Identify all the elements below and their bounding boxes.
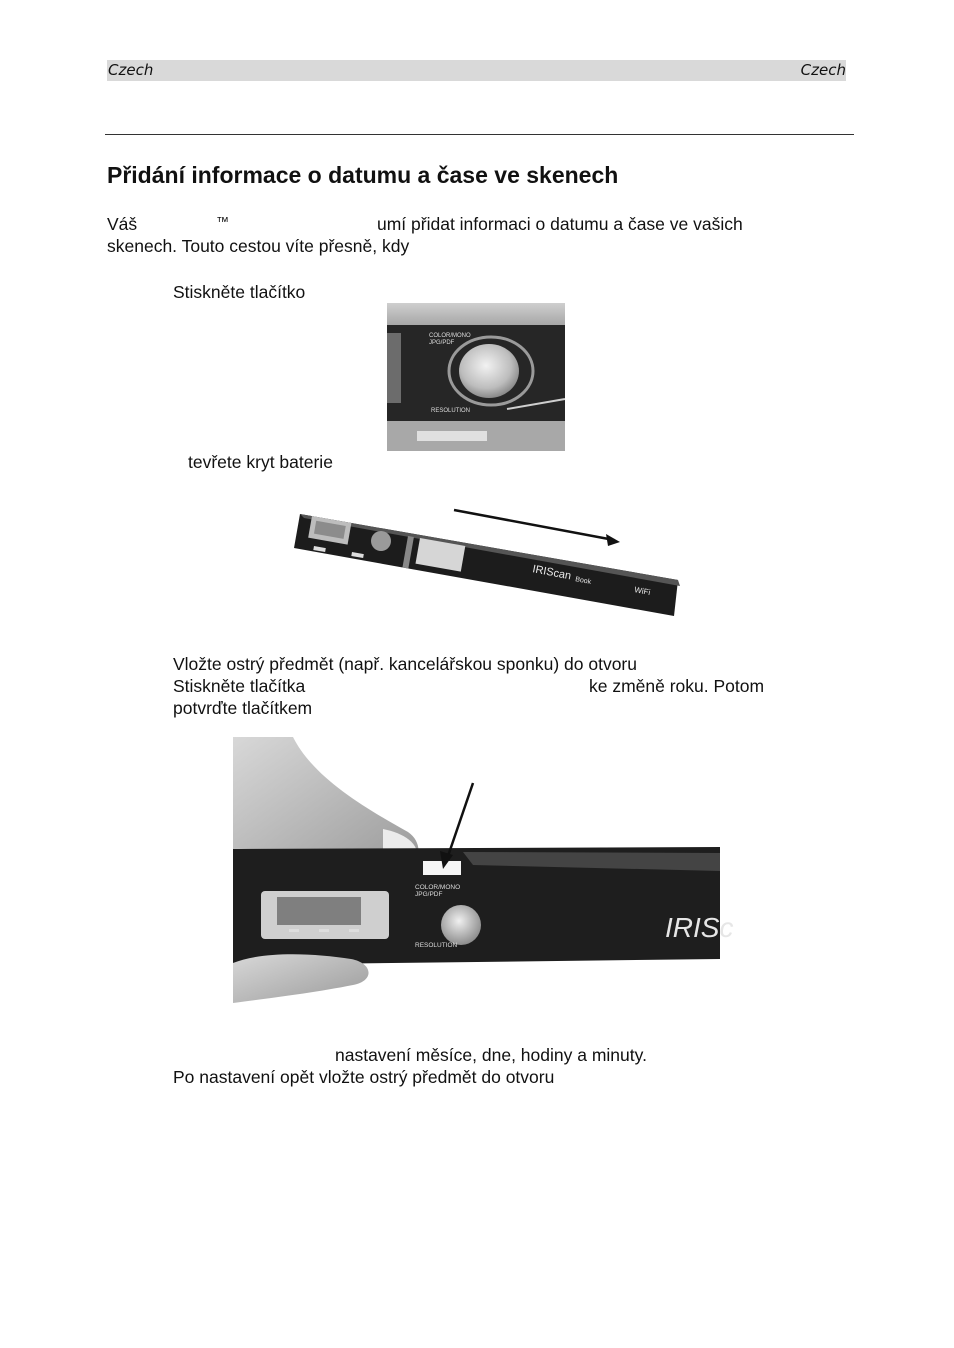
header-right: Czech	[800, 61, 846, 79]
svg-text:Book: Book	[574, 576, 592, 587]
svg-text:RESOLUTION: RESOLUTION	[431, 408, 471, 414]
header-bar	[107, 60, 846, 81]
divider	[105, 134, 854, 135]
reset-photo	[233, 737, 734, 1012]
step-press-buttons: Stiskněte tlačítka	[173, 676, 306, 696]
step-set-month: nastavení měsíce, dne, hodiny a minuty.	[335, 1045, 647, 1065]
step-open-battery: tevřete kryt baterie	[188, 452, 333, 472]
svg-text:RESOLUTION: RESOLUTION	[415, 942, 458, 949]
svg-text:IRISc: IRISc	[665, 912, 734, 943]
scanner-photo	[288, 480, 693, 630]
page-title: Přidání informace o datumu a čase ve skenech	[107, 162, 619, 188]
step-confirm: potvrďte tlačítkem	[173, 698, 313, 718]
svg-text:COLOR/MONO: COLOR/MONO	[429, 333, 471, 339]
step-insert-object: Vložte ostrý předmět (např. kancelářskou sponku) do otvoru	[173, 654, 637, 674]
header-left: Czech	[108, 61, 154, 79]
step-press-button: Stiskněte tlačítko	[173, 282, 306, 302]
button-photo	[387, 303, 565, 451]
step-change-year: ke změně roku. Potom	[589, 676, 765, 696]
svg-text:COLOR/MONO: COLOR/MONO	[415, 884, 461, 891]
svg-text:IRIScan: IRIScan	[531, 563, 573, 583]
trademark-mark: ™	[216, 214, 229, 229]
svg-text:WiFi: WiFi	[633, 585, 652, 598]
intro-line2: skenech. Touto cestou víte přesně, kdy	[107, 236, 410, 256]
svg-text:JPG/PDF: JPG/PDF	[429, 340, 455, 346]
intro-line1-b: umí přidat informaci o datumu a čase ve vašich	[377, 214, 743, 234]
svg-text:JPG/PDF: JPG/PDF	[415, 891, 443, 898]
intro-line1-a: Váš	[107, 214, 138, 234]
step-reinsert-object: Po nastavení opět vložte ostrý předmět do otvoru	[173, 1067, 555, 1087]
